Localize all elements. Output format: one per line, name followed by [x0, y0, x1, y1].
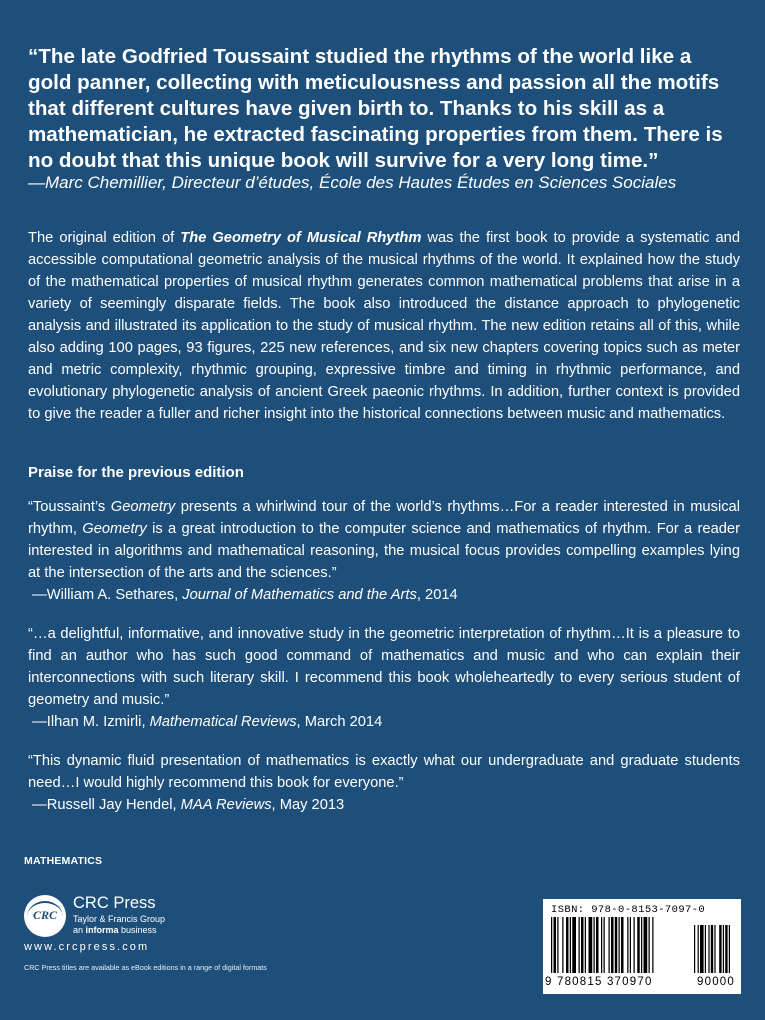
barcode-bar — [609, 917, 610, 973]
praise-heading: Praise for the previous edition — [28, 464, 244, 481]
review-text — [28, 496, 740, 584]
barcode-bar — [551, 917, 552, 973]
barcode-digits — [545, 976, 739, 988]
barcode-bar — [589, 917, 593, 973]
featured-quote: “The late Godfried Toussaint studied the rhythms of the world like a gold panner, collecting with meticulousness and passion all the motifs that different cultures have given birth to. Thanks to his skill as a mathematician, he extracted fascinating properties from them. There is no doubt that this unique book will survive for a very long time.” — [28, 45, 723, 172]
isbn-label: ISBN: 978-0-8153-7097-0 — [551, 904, 706, 916]
review-date: , March 2014 — [296, 714, 383, 730]
barcode-bar — [596, 917, 599, 973]
featured-quote-attribution: —Marc Chemillier, Directeur d’études, École des Hautes Études en Sciences Sociales — [28, 173, 677, 192]
publisher-name: CRC Press — [73, 894, 156, 912]
barcode-bar — [594, 917, 595, 973]
review-3 — [28, 750, 740, 816]
barcode-bar — [562, 917, 563, 973]
barcode-bar — [644, 917, 648, 973]
review-text: “…a delightful, informative, and innovative study in the geometric interpretation of rhythm…It is a pleasure to find an author who has such good command of mathematics and music and who can explain their interconnections with such literary skill. I recommend this book wholeheartedly to every serious student of geometry and music.” — [28, 626, 740, 708]
subject-category: MATHEMATICS — [24, 855, 103, 867]
addon-bar — [723, 925, 724, 973]
review-author: —Russell Jay Hendel, — [32, 797, 181, 813]
publisher-url: www.crcpress.com — [24, 941, 150, 953]
barcode-bar — [557, 917, 558, 973]
business-bold: informa — [85, 925, 119, 935]
barcode-bar — [634, 917, 635, 973]
addon-bar — [714, 925, 715, 973]
review-text-part: is a great introduction to the computer science and mathematics of rhythm. For a reader interested in algorithms and mathematical reasoning, the musical focus provides compelling examples lying at the intersection of the arts and the sciences.” — [28, 521, 740, 581]
addon-bar — [719, 925, 721, 973]
barcode-bar — [572, 917, 576, 973]
barcode-bar — [649, 917, 650, 973]
publisher-group: Taylor & Francis Group — [73, 914, 166, 924]
addon-bar — [700, 925, 704, 973]
crc-logo-icon — [24, 895, 66, 937]
addon-bar — [694, 925, 695, 973]
review-attribution — [28, 584, 740, 606]
book-description — [28, 227, 740, 425]
review-date: , May 2013 — [271, 797, 345, 813]
addon-bar — [711, 925, 713, 973]
addon-digits: 90000 — [697, 976, 735, 988]
barcode-bar — [627, 917, 628, 973]
review-text: “This dynamic fluid presentation of mathematics is exactly what our undergraduate and graduate students need…I would highly recommend this book for everyone.” — [28, 753, 740, 791]
business-suffix: business — [118, 925, 157, 935]
barcode-bar — [615, 917, 618, 973]
barcode-bar — [585, 917, 586, 973]
description-body: was the first book to provide a systematic and accessible computational geometric analysis of the musical rhythms of the world. It explained how the study of the mathematical properties of musical rhythm generates common mathematical problems that arise in a variety of seemingly disparate fields. The book also introduced the distance approach to phylogenetic analysis and illustrated its application to the study of musical rhythm. The new edition retains all of this, while also adding 100 pages, 93 figures, 225 new references, and six new chapters covering topics such as meter and metric complexity, rhythmic grouping, expressive timbre and timing in rhythmic performance, and evolutionary phylogenetic analysis of ancient Greek paeonic rhythms. In addition, further context is provided to give the reader a fuller and richer insight into the historical connections between music and mathematics. — [28, 230, 740, 422]
review-date: , 2014 — [416, 587, 458, 603]
barcode-bar — [566, 917, 569, 973]
review-text-italic: Geometry — [82, 521, 147, 537]
ebook-footnote: CRC Press titles are available as eBook editions in a range of digital formats — [24, 963, 267, 972]
barcode-bar — [630, 917, 631, 973]
business-prefix: an — [73, 925, 86, 935]
barcode-bar — [611, 917, 614, 973]
barcode-bar — [621, 917, 624, 973]
review-source: MAA Reviews — [180, 797, 272, 813]
review-author: —Ilhan M. Izmirli, — [32, 714, 150, 730]
isbn-barcode — [543, 899, 741, 994]
barcode-bar — [619, 917, 620, 973]
addon-bar — [698, 925, 699, 973]
ean-digits: 9 780815 370970 — [545, 976, 653, 988]
review-1 — [28, 496, 740, 606]
addon-bar — [705, 925, 706, 973]
addon-bar — [708, 925, 709, 973]
barcode-bars — [549, 917, 737, 975]
addon-bar — [725, 925, 727, 973]
review-text-italic: Geometry — [110, 499, 176, 515]
review-2 — [28, 623, 740, 733]
barcode-bar — [579, 917, 580, 973]
description-lead: The original edition of — [28, 230, 181, 246]
review-author: —William A. Sethares, — [32, 587, 183, 603]
review-source: Journal of Mathematics and the Arts — [182, 587, 417, 603]
barcode-bar — [652, 917, 653, 973]
barcode-bar — [581, 917, 584, 973]
book-title: The Geometry of Musical Rhythm — [180, 230, 422, 246]
barcode-bar — [570, 917, 571, 973]
logo-text: CRC — [32, 908, 57, 922]
barcode-bar — [604, 917, 605, 973]
barcode-bar — [637, 917, 640, 973]
addon-bar — [729, 925, 730, 973]
barcode-bar — [601, 917, 602, 973]
barcode-bar — [641, 917, 642, 973]
review-source: Mathematical Reviews — [149, 714, 297, 730]
barcode-bar — [554, 917, 557, 973]
review-attribution — [28, 794, 740, 816]
review-text-part: “Toussaint’s — [28, 499, 111, 515]
publisher-business — [73, 925, 157, 936]
review-text-part: presents a whirlwind tour of the world’s rhythms…For a reader interested in musical rhythm, — [28, 499, 740, 537]
review-attribution — [28, 711, 740, 733]
